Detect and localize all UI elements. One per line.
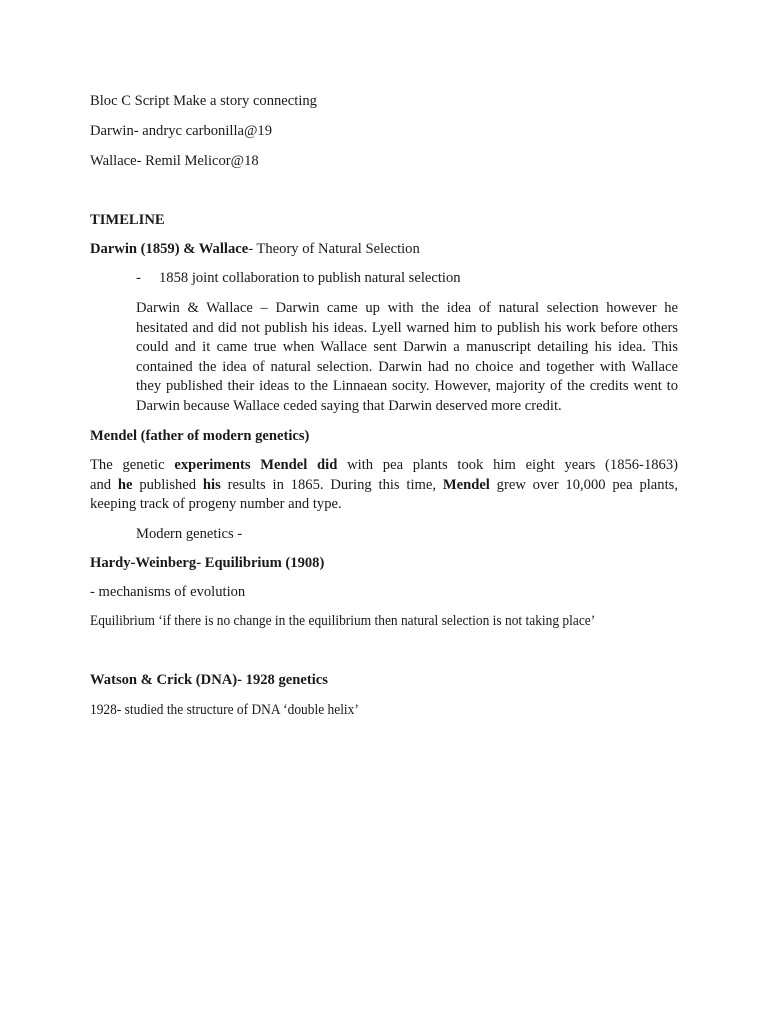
darwin-paragraph-line: could and it came true when Wallace sent Darwin a manuscript detailing his idea. This [136, 339, 678, 355]
darwin-paragraph-line: Darwin & Wallace – Darwin came up with the idea of natural selection however he [136, 300, 678, 316]
bullet-text: 1858 joint collaboration to publish natural selection [159, 270, 461, 286]
darwin-paragraph [136, 299, 678, 416]
mendel-heading: Mendel (father of modern genetics) [90, 428, 310, 444]
mendel-text: with pea plants took him eight years (1856-1863) [337, 457, 678, 473]
mechanisms-line: - mechanisms of evolution [90, 584, 246, 600]
mendel-bold-text: his [202, 476, 221, 493]
mendel-paragraph [90, 456, 678, 515]
darwin-heading-rest: - Theory of Natural Selection [248, 241, 420, 257]
modern-genetics-line: Modern genetics - [136, 526, 243, 542]
mendel-text: grew over 10,000 pea plants, [489, 476, 678, 493]
equilibrium-line [90, 612, 639, 631]
mendel-bold-text: experiments Mendel did [174, 457, 338, 473]
darwin-heading-bold: Darwin (1859) & Wallace [90, 241, 249, 257]
watson-crick-heading: Watson & Crick (DNA)- 1928 genetics [90, 672, 328, 688]
equilibrium-text: Equilibrium ‘if there is no change in the equilibrium then natural selection is not taking place’ [90, 613, 596, 629]
darwin-paragraph-line: contained the idea of natural selection. Darwin had no choice and together with Wallace [136, 358, 678, 375]
header-line-title: Bloc C Script Make a story connecting [90, 93, 317, 109]
mendel-paragraph-line-1 [90, 456, 678, 476]
mendel-text: The genetic [90, 457, 175, 473]
bullet-marker: - [136, 270, 141, 286]
header-line-wallace: Wallace- Remil Melicor@18 [90, 153, 259, 169]
mendel-paragraph-line-2 [90, 476, 678, 496]
hardy-weinberg-heading: Hardy-Weinberg- Equilibrium (1908) [90, 555, 325, 571]
darwin-paragraph-line: Darwin because Wallace ceded saying that Darwin deserved more credit. [136, 397, 562, 414]
mendel-text: published [132, 476, 203, 493]
watson-crick-line [90, 701, 382, 720]
mendel-bold-text: he [117, 476, 133, 493]
darwin-heading [90, 240, 420, 259]
timeline-heading: TIMELINE [90, 212, 165, 228]
darwin-paragraph-line: they published their ideas to the Linnaean socity. However, majority of the credits went to [136, 378, 678, 394]
mendel-paragraph-line-3: keeping track of progeny number and type. [90, 496, 342, 512]
darwin-paragraph-line: hesitated and did not publish his ideas. Lyell warned him to publish his work before others [136, 319, 678, 336]
mendel-text: results in 1865. During this time, [220, 476, 443, 493]
header-line-darwin: Darwin- andryc carbonilla@19 [90, 123, 273, 139]
watson-crick-text: 1928- studied the structure of DNA ‘double helix’ [90, 702, 359, 718]
mendel-bold-text: Mendel [442, 476, 490, 493]
mendel-text: and [90, 476, 118, 493]
